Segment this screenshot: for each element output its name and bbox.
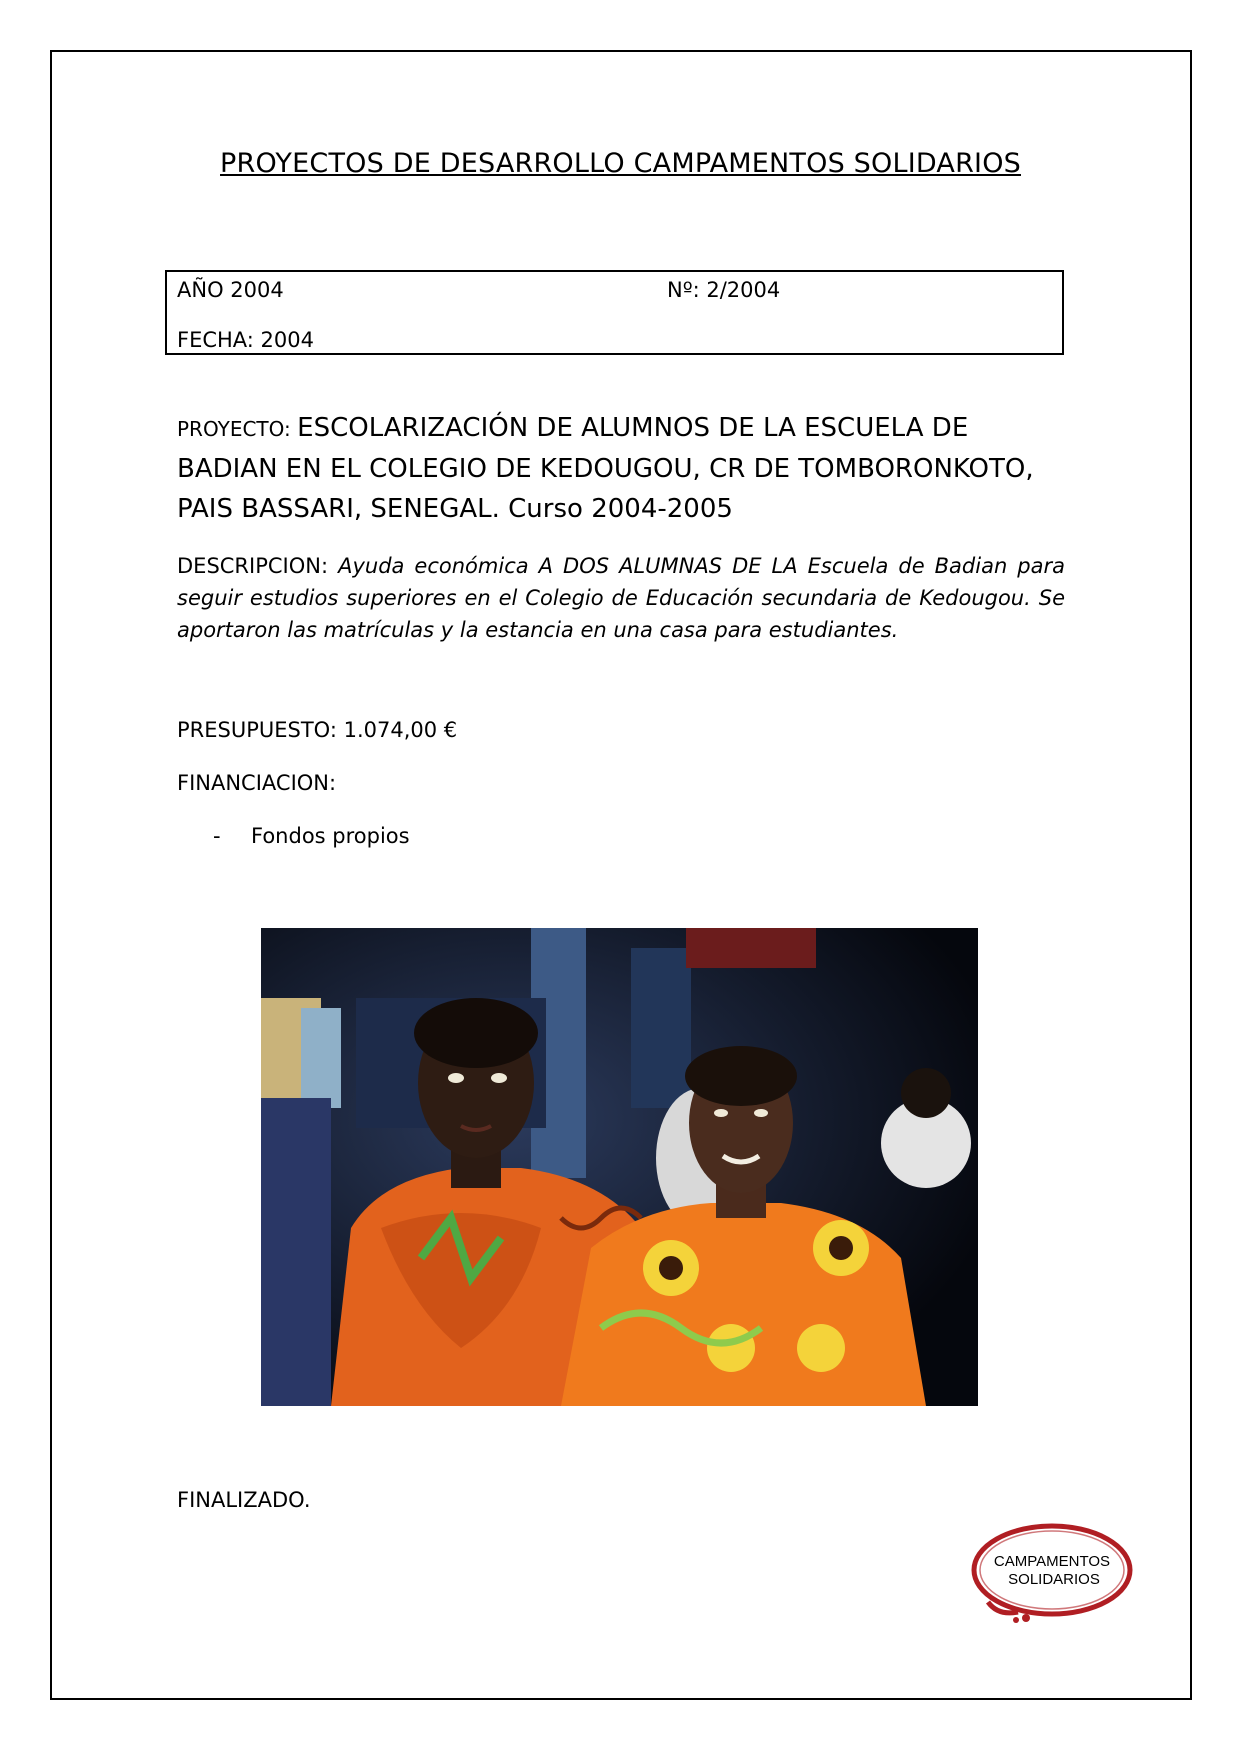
info-box	[165, 270, 1064, 355]
funding-item-text: Fondos propios	[251, 824, 410, 848]
photo-of-two-students	[261, 928, 978, 1406]
year-field: AÑO 2004	[177, 278, 284, 302]
funding-label: FINANCIACION:	[177, 771, 337, 795]
document-title: PROYECTOS DE DESARROLLO CAMPAMENTOS SOLIDARIOS	[220, 148, 1021, 179]
status-text: FINALIZADO.	[177, 1488, 311, 1512]
logo-line-1: CAMPAMENTOS	[993, 1553, 1111, 1570]
number-field: Nº: 2/2004	[667, 278, 781, 302]
project-label: PROYECTO:	[177, 417, 298, 441]
campamentos-solidarios-logo	[968, 1520, 1136, 1628]
description-label: DESCRIPCION:	[177, 554, 339, 578]
photo-illustration	[261, 928, 978, 1406]
project-section	[177, 408, 1077, 529]
description-text: Ayuda económica A DOS ALUMNAS DE LA Escuela de Badian para seguir estudios superiores en el Colegio de Educación secundaria de Kedougou. Se aportaron las matrículas y la estancia en una casa para estudiantes.	[177, 554, 1065, 642]
description-section	[177, 550, 1065, 646]
project-title: ESCOLARIZACIÓN DE ALUMNOS DE LA ESCUELA DE BADIAN EN EL COLEGIO DE KEDOUGOU, CR DE TOMBORONKOTO, PAIS BASSARI, SENEGAL. Curso 2004-2005	[177, 413, 1034, 524]
budget-line: PRESUPUESTO: 1.074,00 €	[177, 718, 458, 742]
logo-mark	[968, 1520, 1136, 1628]
list-dash: -	[213, 824, 221, 848]
date-field: FECHA: 2004	[177, 328, 314, 352]
funding-item	[213, 824, 410, 848]
logo-line-2: SOLIDARIOS	[1008, 1571, 1100, 1588]
